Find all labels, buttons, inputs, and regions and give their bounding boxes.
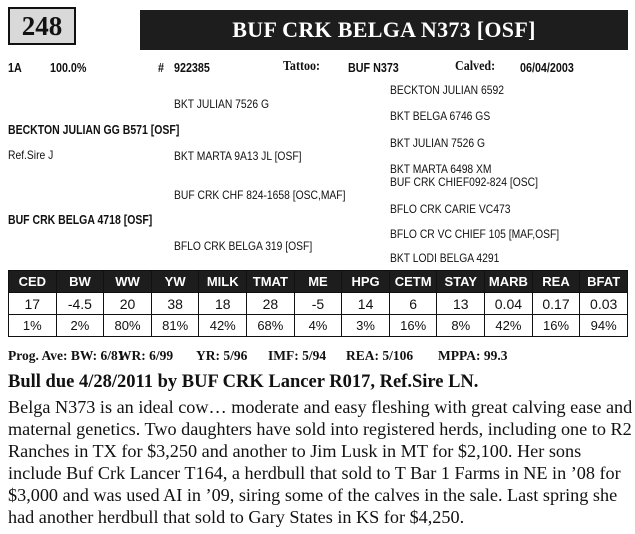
epd-percentile: 16% [532,315,580,337]
epd-value: 14 [342,293,390,315]
epd-value: 28 [247,293,295,315]
epd-value: -5 [294,293,342,315]
epd-percentile: 81% [151,315,199,337]
pedigree-dss: BUF CRK CHIEF092-824 [OSC] [390,175,538,189]
progeny-mppa: MPPA: 99.3 [438,348,508,363]
epd-header: MARB [485,271,533,293]
epd-percentile: 2% [56,315,104,337]
epd-header: STAY [437,271,485,293]
pedigree-sdd: BKT MARTA 6498 XM [390,162,492,176]
epd-header-row [9,271,628,293]
epd-value: 38 [151,293,199,315]
epd-value: 13 [437,293,485,315]
epd-header: CETM [389,271,437,293]
code: 1A [8,61,22,75]
epd-values-row [9,293,628,315]
epd-value: 6 [389,293,437,315]
pedigree-dds: BFLO CR VC CHIEF 105 [MAF,OSF] [390,227,560,241]
pedigree-dsd: BFLO CRK CARIE VC473 [390,202,511,216]
epd-value: 0.03 [580,293,628,315]
epd-value: -4.5 [56,293,104,315]
reg-label: # [158,61,164,75]
progeny-bw: Prog. Ave: BW: 6/81 [8,348,125,363]
epd-header: CED [9,271,57,293]
epd-percentile: 8% [437,315,485,337]
epd-percentile: 3% [342,315,390,337]
epd-value: 18 [199,293,247,315]
percent: 100.0% [50,61,87,75]
epd-percentile: 4% [294,315,342,337]
epd-percentile: 80% [104,315,152,337]
progeny-averages [8,348,507,364]
epd-value: 20 [104,293,152,315]
epd-header: WW [104,271,152,293]
epd-value: 0.17 [532,293,580,315]
epd-header: YW [151,271,199,293]
progeny-imf: IMF: 5/94 [268,348,327,363]
description-paragraph: Belga N373 is an ideal cow… moderate and easy fleshing with great calving ease and maternal genetics. Two daughters have sold into registered herds, including one to R2 Ranches in TX for $3,250 and another to Jim Lusk in MT for $2,100. Her sons include Buf Crk Lancer T164, a herdbull that sold to T Bar 1 Farms in NE in ’08 for $3,000 and was used AI in ’09, siring some of the calves in the sale. Last spring she had another herdbull that sold to Gary States in KS for $4,250. [8,397,633,527]
epd-percentile: 42% [485,315,533,337]
progeny-rea: REA: 5/106 [346,348,414,363]
tattoo-label: Tattoo: [283,59,321,74]
epd-value: 0.04 [485,293,533,315]
lot-number: 248 [8,7,76,45]
epd-percentile: 42% [199,315,247,337]
epd-header: TMAT [247,271,295,293]
epd-percentiles-row [9,315,628,337]
epd-table [8,270,628,337]
epd-header: ME [294,271,342,293]
pedigree-dam-dam: BFLO CRK BELGA 319 [OSF] [174,239,313,253]
reg-number: 922385 [174,61,210,75]
calved-date: 06/04/2003 [520,61,574,75]
tattoo: BUF N373 [348,61,399,75]
calved-label: Calved: [455,59,496,74]
epd-header: BFAT [580,271,628,293]
epd-header: HPG [342,271,390,293]
pedigree-sire-sire: BKT JULIAN 7526 G [174,97,270,111]
epd-header: REA [532,271,580,293]
pedigree-ref-sire: Ref.Sire J [8,148,54,162]
pedigree-sire-dam: BKT MARTA 9A13 JL [OSF] [174,149,302,163]
pedigree-sire: BECKTON JULIAN GG B571 [OSF] [8,123,180,137]
pedigree-ssd: BKT BELGA 6746 GS [390,109,491,123]
pedigree-sds: BKT JULIAN 7526 G [390,136,486,150]
epd-percentile: 68% [247,315,295,337]
animal-name-title: BUF CRK BELGA N373 [OSF] [140,10,628,50]
epd-value: 17 [9,293,57,315]
pedigree-dam: BUF CRK BELGA 4718 [OSF] [8,213,153,227]
pedigree-sss: BECKTON JULIAN 6592 [390,83,504,97]
epd-header: BW [56,271,104,293]
epd-percentile: 1% [9,315,57,337]
progeny-yr: YR: 5/96 [196,348,248,363]
bull-due-heading: Bull due 4/28/2011 by BUF CRK Lancer R017, Ref.Sire LN. [8,372,479,392]
progeny-wr: WR: 6/99 [118,348,174,363]
pedigree-dam-sire: BUF CRK CHF 824-1658 [OSC,MAF] [174,188,346,202]
epd-percentile: 16% [389,315,437,337]
epd-percentile: 94% [580,315,628,337]
epd-header: MILK [199,271,247,293]
pedigree-ddd: BKT LODI BELGA 4291 [390,251,500,265]
